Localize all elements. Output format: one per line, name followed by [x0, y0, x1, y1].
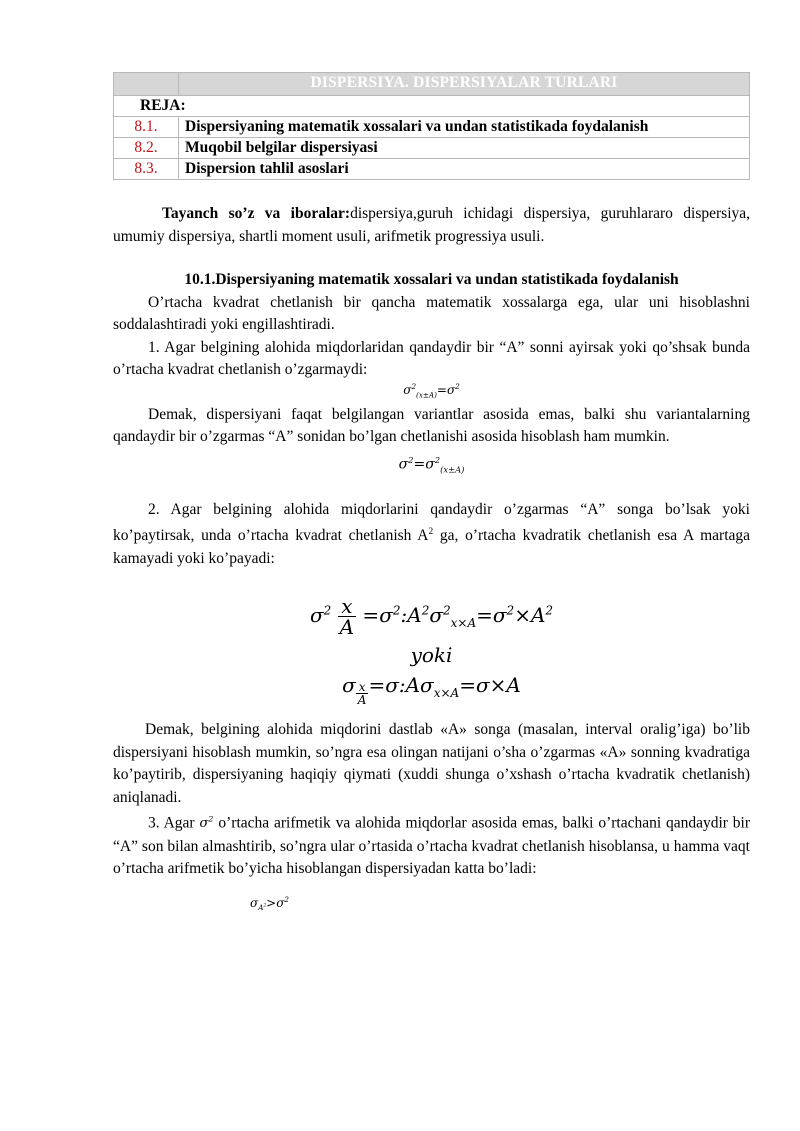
document-page: [113, 72, 750, 912]
plan-item-number: 8.3.: [114, 159, 179, 180]
formula-1: $\sigma^2_{(x\pm A)}=\sigma^2$: [403, 381, 460, 399]
plan-row: [114, 138, 750, 159]
paragraph-property-1: 1. Agar belgining alohida miqdorlaridan qandaydir bir “A” sonni ayirsak yoki qo’shsak bunda o’rtacha kvadrat chetlanish o’zgarmaydi:: [113, 338, 750, 378]
property-3-text-a: 3. Agar: [148, 814, 195, 832]
plan-row: [114, 159, 750, 180]
section-heading: 10.1.Dispersiyaning matematik xossalari va undan statistikada foydalanish: [184, 271, 679, 288]
header-blank-cell: [114, 73, 179, 96]
property-2-text-a: 2. Agar belgining alohida miqdorlarini qandaydir o’zgarmas “A” songa bo’lsak yoki ko’paytirsak, unda o’rtacha kvadrat chetlanish A: [113, 500, 750, 545]
plan-item-text: Dispersiyaning matematik xossalari va undan statistikada foydalanish: [179, 117, 750, 138]
formula-yoki: yoki: [410, 643, 453, 668]
keywords-text: dispersiya,guruh ichidagi dispersiya, guruhlararo dispersiya, umumiy dispersiya, shartli moment usuli, arifmetik progressiya usuli.: [113, 205, 751, 245]
plan-item-number: 8.1.: [114, 117, 179, 138]
formula-2: $\sigma^2=\sigma^2_{(x\pm A)}$: [398, 454, 465, 474]
keywords-paragraph: [113, 203, 750, 248]
document-title: DISPERSIYA. DISPERSIYALAR TURLARI: [179, 73, 750, 96]
plan-label: REJA:: [114, 96, 750, 117]
formula-4: σ $_{\frac{x}{A}}$ $=\sigma:A\sigma_{x\times A}=\sigma\times A$: [342, 673, 521, 708]
property-2-text-b: ga, o’rtacha kvadratik chetlanish esa A martaga kamayadi yoki ko’payadi:: [113, 527, 751, 567]
sigma-squared-symbol: $\sigma^2$: [199, 815, 214, 832]
property-2-sup: 2: [428, 527, 434, 537]
paragraph-conclusion-2: Demak, belgining alohida miqdorini dastlab «A» songa (masalan, interval oralig’iga) bo’lib dispersiyani hisoblash mumkin, so’ngra esa olingan natijani o’sha o’zgarmas «A» sonning kvadratiga ko’paytirib, dispersiyaning haqiqiy qiymati (xuddi shunga o’xshash o’rtacha kvadratik chetlanish) aniqlanadi.: [113, 721, 750, 806]
plan-table: [113, 72, 750, 180]
paragraph-property-3: [113, 809, 750, 881]
plan-item-text: Dispersion tahlil asoslari: [179, 159, 750, 180]
paragraph-intro: O’rtacha kvadrat chetlanish bir qancha matematik xossalarga ega, ular uni hisoblashni soddalashtiradi yoki engillashtiradi.: [113, 293, 750, 333]
paragraph-conclusion-1: Demak, dispersiyani faqat belgilangan variantlar asosida emas, balki shu variantalarning qandaydir bir o’zgarmas “A” sonidan bo’lgan chetlanishi asosida hisoblash ham mumkin.: [113, 405, 750, 445]
formula-5: $\sigma_{A^2}>\sigma^2$: [250, 894, 289, 913]
plan-item-number: 8.2.: [114, 138, 179, 159]
paragraph-property-2: [113, 499, 750, 571]
keywords-label: Tayanch so’z va iboralar:: [162, 205, 351, 222]
formula-3: $\sigma^2$ $\frac{x}{A}$ $=\sigma^2:A^2\sigma^2_{x\times A}=\sigma^2\times A^2$: [309, 594, 554, 640]
property-3-text-b: o’rtacha arifmetik va alohida miqdorlar asosida emas, balki o’rtachani qandaydir bir “A” son bilan almashtirib, so’ngra ular o’rtasida o’rtacha kvadrat chetlanish hisoblansa, u hamma vaqt o’rtacha arifmetik bo’yicha hisoblangan dispersiyadan katta bo’ladi:: [113, 814, 750, 878]
plan-row: [114, 117, 750, 138]
plan-item-text: Muqobil belgilar dispersiyasi: [179, 138, 750, 159]
